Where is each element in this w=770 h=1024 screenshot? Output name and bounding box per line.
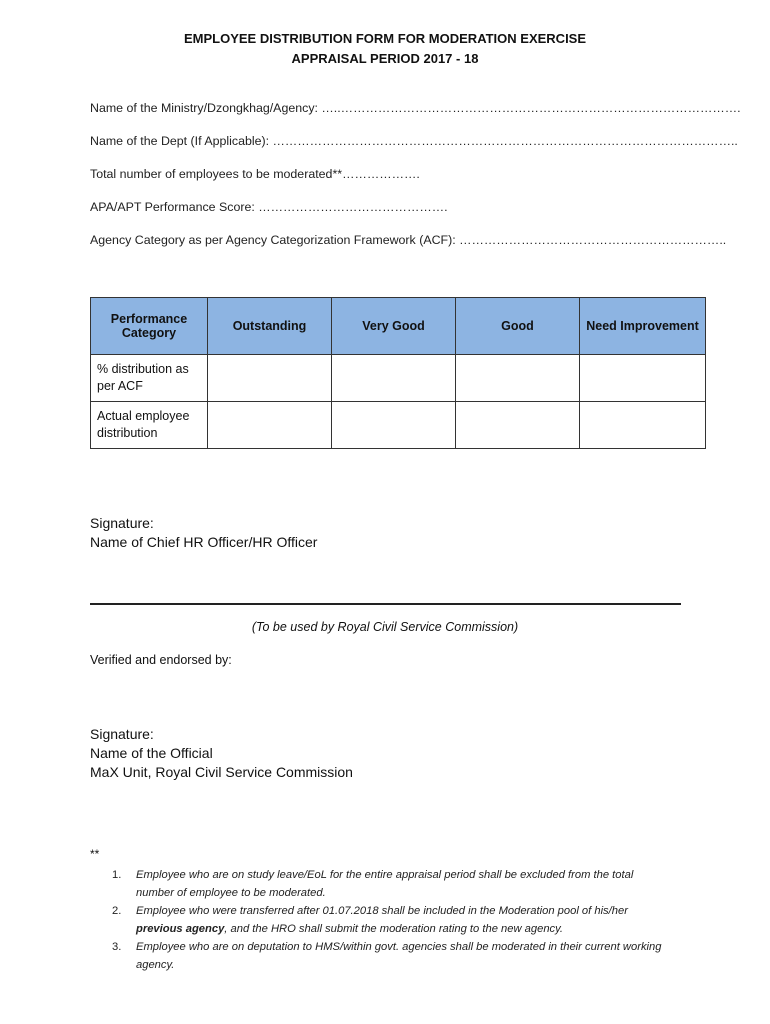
hr-officer-name-label: Name of Chief HR Officer/HR Officer <box>90 534 318 550</box>
list-item <box>112 938 672 974</box>
footnote-text: , and the HRO shall submit the moderation rating to the new agency. <box>224 923 564 935</box>
footnote-list <box>112 866 672 974</box>
list-item <box>112 866 672 902</box>
table-row <box>91 355 706 402</box>
ministry-field[interactable]: Name of the Ministry/Dzongkhag/Agency: …..……………………………………………………………………………………. <box>90 101 741 115</box>
footnote-number: 1. <box>112 869 122 881</box>
cell-acf-good[interactable] <box>456 355 580 402</box>
rcsc-signature-label: Signature: <box>90 726 154 742</box>
footnote-marker: ** <box>90 847 100 861</box>
cell-actual-good[interactable] <box>456 402 580 449</box>
max-unit-label: MaX Unit, Royal Civil Service Commission <box>90 764 353 780</box>
official-name-label: Name of the Official <box>90 745 213 761</box>
dept-field[interactable]: Name of the Dept (If Applicable): ………………………………………………………………………………………………….. <box>90 134 738 148</box>
agency-category-field[interactable]: Agency Category as per Agency Categorization Framework (ACF): ……………………………………………………….. <box>90 233 727 247</box>
footnote-text: Employee who are on study leave/EoL for the entire appraisal period shall be excluded from the total number of employee to be moderated. <box>136 869 634 899</box>
appraisal-period-title: APPRAISAL PERIOD 2017 - 18 <box>291 51 479 66</box>
cell-acf-outstanding[interactable] <box>208 355 332 402</box>
distribution-table <box>90 297 706 449</box>
header-performance-category: Performance Category <box>91 298 208 355</box>
verified-endorsed-label: Verified and endorsed by: <box>90 653 232 667</box>
table-row <box>91 402 706 449</box>
footnote-emphasis: previous agency <box>136 923 225 935</box>
footnote-text: Employee who were transferred after 01.07.2018 shall be included in the Moderation pool of his/her <box>136 905 628 917</box>
row-label-actual-distribution: Actual employee distribution <box>91 402 208 449</box>
footnote-number: 2. <box>112 905 122 917</box>
section-divider <box>90 603 681 605</box>
rcsc-signature-block <box>90 725 353 782</box>
hr-signature-label: Signature: <box>90 515 154 531</box>
total-employees-field[interactable]: Total number of employees to be moderated**………………. <box>90 167 420 181</box>
form-title: EMPLOYEE DISTRIBUTION FORM FOR MODERATION EXERCISE <box>183 31 587 46</box>
cell-acf-need-improvement[interactable] <box>580 355 706 402</box>
cell-actual-very-good[interactable] <box>332 402 456 449</box>
apa-score-field[interactable]: APA/APT Performance Score: ………………………………………. <box>90 200 448 214</box>
list-item <box>112 902 672 938</box>
table-header-row <box>91 298 706 355</box>
footnote-number: 3. <box>112 941 122 953</box>
header-good: Good <box>456 298 580 355</box>
cell-acf-very-good[interactable] <box>332 355 456 402</box>
footnote-text: Employee who are on deputation to HMS/within govt. agencies shall be moderated in their current working agency. <box>136 941 662 971</box>
row-label-acf-distribution: % distribution as per ACF <box>91 355 208 402</box>
rcsc-use-note: (To be used by Royal Civil Service Commission) <box>251 620 519 634</box>
cell-actual-need-improvement[interactable] <box>580 402 706 449</box>
header-outstanding: Outstanding <box>208 298 332 355</box>
hr-signature-block <box>90 514 317 552</box>
header-need-improvement: Need Improvement <box>580 298 706 355</box>
cell-actual-outstanding[interactable] <box>208 402 332 449</box>
header-very-good: Very Good <box>332 298 456 355</box>
